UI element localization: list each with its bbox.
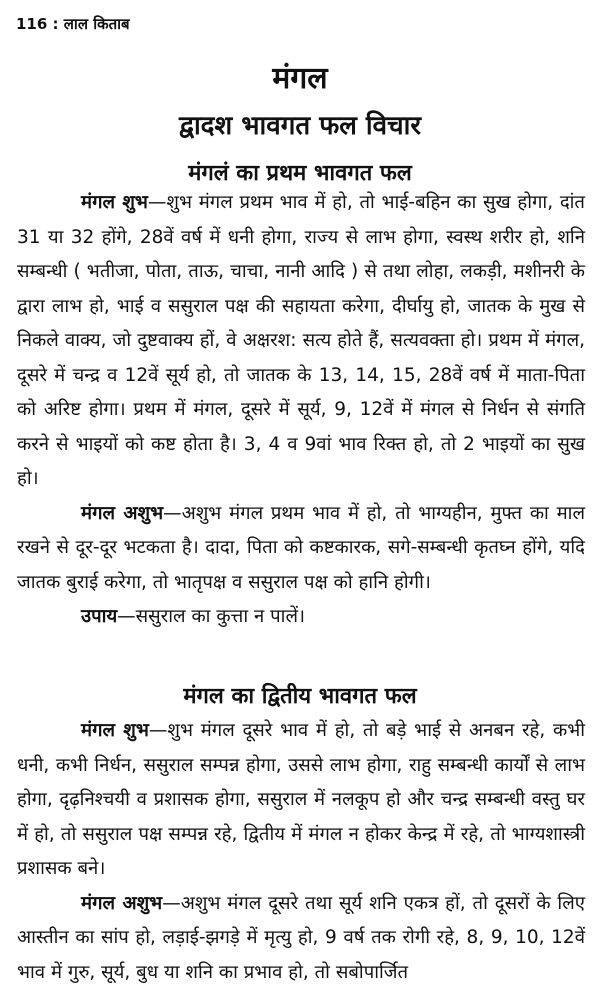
paragraph-mangal-ashubh xyxy=(17,887,585,990)
book-title: लाल किताब xyxy=(64,15,130,33)
paragraph-lead: उपाय xyxy=(81,606,117,627)
paragraph-lead: मंगल शुभ xyxy=(81,720,149,741)
running-head-separator: : xyxy=(47,15,63,33)
paragraph-text: —अशुभ मंगल प्रथम भाव में हो, तो भाग्यहीन, मुफ्त का माल रखने से दूर-दूर भटकता है। दादा, पिता को कष्टकारक, सगे-सम्बन्धी कृतघ्न होंगे, यदि जातक बुराई करेगा, तो भातृपक्ष व ससुराल पक्ष को हानि होगी। xyxy=(17,503,585,593)
page-number: 116 xyxy=(16,15,47,33)
section-heading-first-house: मंगलं का प्रथम भावगत फल xyxy=(0,157,600,187)
paragraph-upay xyxy=(17,600,585,635)
paragraph-mangal-ashubh xyxy=(17,497,585,601)
section-body-first-house xyxy=(17,186,585,635)
running-head xyxy=(16,14,130,34)
paragraph-lead: मंगल अशुभ xyxy=(81,893,162,914)
section-heading-second-house: मंगल का द्वितीय भावगत फल xyxy=(0,680,600,710)
paragraph-text: —शुभ मंगल दूसरे भाव में हो, तो बड़े भाई से अनबन रहे, कभी धनी, कभी निर्धन, ससुराल सम्पन्न होगा, उससे लाभ होगा, राहु सम्बन्धी कार्यों से लाभ होगा, दृढ़निश्चयी व प्रशासक होगा, ससुराल में नलकूप हो और चन्द्र सम्बन्धी वस्तु घर में हो, तो ससुराल पक्ष सम्पन्न रहे, द्वितीय में मंगल न होकर केन्द्र में रहे, तो भाग्यशास्त्री प्रशासक बने। xyxy=(17,720,585,879)
paragraph-mangal-shubh xyxy=(17,186,585,497)
section-body-second-house xyxy=(17,714,585,990)
paragraph-mangal-shubh xyxy=(17,714,585,887)
paragraph-text: —अशुभ मंगल दूसरे तथा सूर्य शनि एकत्र हों, तो दूसरों के लिए आस्तीन का सांप हो, लड़ाई-झगड़े में मृत्यु हो, 9 वर्ष तक रोगी रहे, 8, 9, 10, 12वें भाव में गुरु, सूर्य, बुध या शनि का प्रभाव हो, तो सबोपार्जित xyxy=(17,893,585,983)
paragraph-lead: मंगल शुभ xyxy=(81,192,148,213)
chapter-subtitle: द्वादश भावगत फल विचार xyxy=(0,106,600,142)
chapter-title: मंगल xyxy=(0,56,600,97)
paragraph-lead: मंगल अशुभ xyxy=(81,503,163,524)
paragraph-text: —ससुराल का कुत्ता न पालें। xyxy=(117,606,305,627)
paragraph-text: —शुभ मंगल प्रथम भाव में हो, तो भाई-बहिन का सुख होगा, दांत 31 या 32 होंगे, 28वें वर्ष में धनी होगा, राज्य से लाभ होगा, स्वस्थ शरीर हो, शनि सम्बन्धी ( भतीजा, पोता, ताऊ, चाचा, नानी आदि ) से तथा लोहा, लकड़ी, मशीनरी के द्वारा लाभ हो, भाई व ससुराल पक्ष की सहायता करेगा, दीर्घायु हो, जातक के मुख से निकले वाक्य, जो दुष्टवाक्य हों, वे अक्षरश: सत्य होते हैं, सत्यवक्ता हो। प्रथम में मंगल, दूसरे में चन्द्र व 12वें सूर्य हो, तो जातक के 13, 14, 15, 28वें वर्ष में माता-पिता को अरिष्ट होगा। प्रथम में मंगल, दूसरे में सूर्य, 9, 12वें में मंगल से निर्धन से संगति करने से भाइयों को कष्ट होता है। 3, 4 व 9वां भाव रिक्त हो, तो 2 भाइयों का सुख हो। xyxy=(17,192,585,489)
